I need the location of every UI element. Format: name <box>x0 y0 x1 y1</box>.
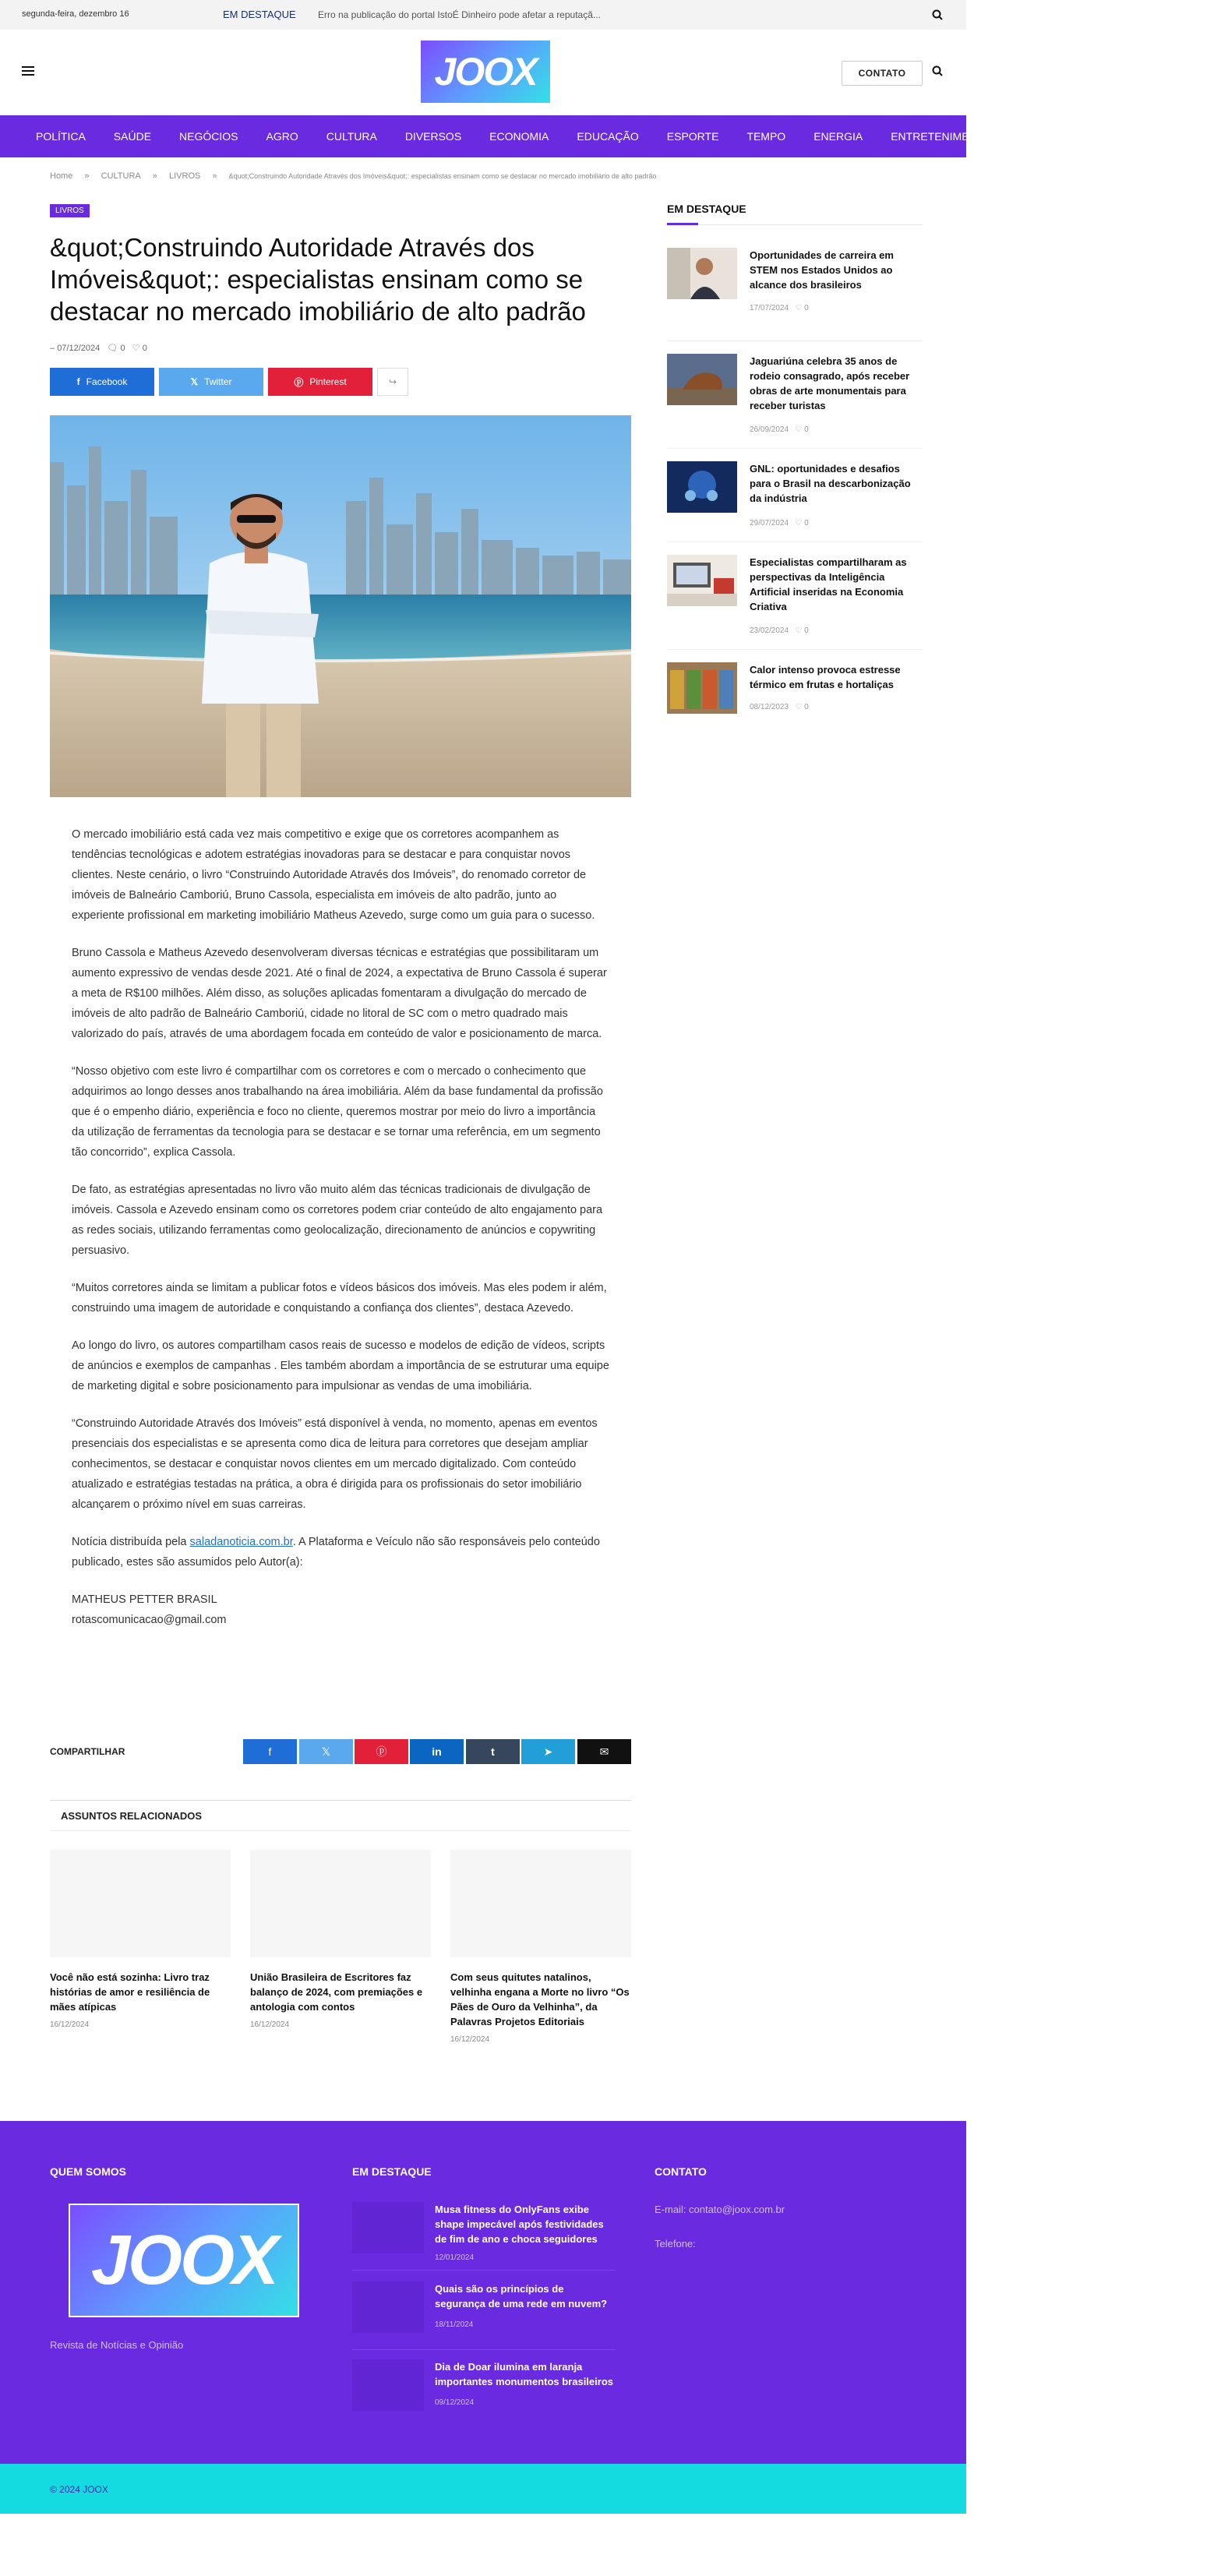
dash: – <box>50 344 58 353</box>
sidebar-item-likes: 0 <box>804 703 809 711</box>
share-pinterest-icon[interactable]: ⓟ <box>355 1739 408 1764</box>
nav-item-saude[interactable]: SAÚDE <box>113 130 152 143</box>
facebook-icon: f <box>76 376 80 387</box>
sidebar-thumbnail[interactable] <box>667 555 737 606</box>
footer-featured-item[interactable] <box>352 2281 616 2350</box>
comment-icon[interactable]: 🗨︎ <box>107 344 118 353</box>
nav-item-esporte[interactable]: ESPORTE <box>666 130 719 143</box>
copyright-text: © 2024 JOOX <box>50 2484 108 2495</box>
share-x-icon[interactable]: 𝕏 <box>299 1739 353 1764</box>
article-title: &quot;Construindo Autoridade Através dos Imóveis&quot;: especialistas ensinam como se destacar no mercado imobiliário de alto padrão <box>50 233 586 326</box>
related-heading: ASSUNTOS RELACIONADOS <box>50 1800 631 1831</box>
nav-item-entretenimento[interactable]: ENTRETENIMENTO <box>891 130 992 143</box>
sidebar-item-title[interactable]: Oportunidades de carreira em STEM nos Estados Unidos ao alcance dos brasileiros <box>750 249 894 291</box>
pinterest-icon: ⓟ <box>294 376 304 388</box>
sidebar-item-meta <box>750 519 809 528</box>
highlight-label: EM DESTAQUE <box>223 9 296 20</box>
share-pinterest-button[interactable] <box>268 368 372 396</box>
footer-featured-title[interactable]: Musa fitness do OnlyFans exibe shape impecável após festividades de fim de ano e choca seguidores <box>435 2204 604 2245</box>
share-label: COMPARTILHAR <box>50 1746 125 1757</box>
nav-item-agro[interactable]: AGRO <box>266 130 298 143</box>
sidebar-thumbnail[interactable] <box>667 461 737 513</box>
related-title[interactable]: Você não está sozinha: Livro traz histórias de amor e resiliência de mães atípicas <box>50 1971 210 2013</box>
breadcrumb-subcategory[interactable]: LIVROS <box>168 171 201 181</box>
share-pinterest-label: Pinterest <box>309 376 347 387</box>
sidebar-item-likes: 0 <box>804 626 809 635</box>
related-date: 16/12/2024 <box>50 2020 90 2029</box>
article-paragraph: “Nosso objetivo com este livro é compartilhar com os corretores e com o mercado o conhecimento que adquirimos ao longo desses anos trabalhando na área imobiliária. Além da base fundamental da profissão que é o empenho diário, experiência e foco no cliente, queremos mostrar por meio do livro a importância da utilização de ferramentas da tecnologia para se destacar e se tornar uma referência, em um segmento tão concorrido”, explica Cassola. <box>72 1065 603 1159</box>
article-paragraph: De fato, as estratégias apresentadas no livro vão muito além das técnicas tradicionais de divulgação de imóveis. Cassola e Azevedo ensinam como os corretores podem criar conteúdo de alto engajamento para as redes sociais, utilizando ferramentas como geolocalização, direcionamento de anúncios e copywriting persuasivo. <box>72 1184 603 1257</box>
top-bar <box>0 0 966 30</box>
sidebar-featured <box>667 203 923 717</box>
footer-logo[interactable]: JOOX <box>69 2204 299 2317</box>
sidebar-item[interactable] <box>667 248 923 341</box>
footer-about-text: Revista de Notícias e Opinião <box>50 2339 184 2351</box>
nav-item-politica[interactable]: POLÍTICA <box>36 130 86 143</box>
share-tumblr-icon[interactable]: t <box>466 1739 520 1764</box>
related-thumbnail[interactable] <box>250 1850 431 1957</box>
related-card[interactable] <box>50 1850 231 2029</box>
related-thumbnail[interactable] <box>50 1850 231 1957</box>
sidebar-item-title[interactable]: Jaguariúna celebra 35 anos de rodeio consagrado, após receber obras de arte monumentais para receber turistas <box>750 355 910 411</box>
breadcrumb-sep: » <box>212 171 217 181</box>
sidebar-item[interactable] <box>667 662 923 726</box>
menu-icon[interactable] <box>22 65 34 76</box>
sidebar-item[interactable] <box>667 354 923 449</box>
article-date: 07/12/2024 <box>57 344 101 353</box>
share-telegram-icon[interactable]: ➤ <box>521 1739 575 1764</box>
article-paragraph: Bruno Cassola e Matheus Azevedo desenvolveram diversas técnicas e estratégias que possibilitaram um aumento expressivo de vendas desde 2021. Até o final de 2024, a expectativa de Bruno Cassola é superar a meta de R$100 milhões. Além disso, as soluções aplicadas fomentaram a divulgação do mercado de imóveis de alto padrão de Balneário Camboriú, cidade no litoral de SC com o metro quadrado mais valorizado do país, através de uma abordagem focada em conteúdo de valor e posicionamento de marca. <box>72 947 607 1040</box>
article-paragraph: “Muitos corretores ainda se limitam a publicar fotos e vídeos básicos dos imóveis. Mas eles podem ir além, construindo uma imagem de autoridade e conquistando a confiança dos clientes”, destaca Azevedo. <box>72 1282 607 1314</box>
header-search-icon[interactable] <box>932 65 943 76</box>
sidebar-item-title[interactable]: Calor intenso provoca estresse térmico em frutas e hortaliças <box>750 664 901 690</box>
distribution-note <box>72 1532 609 1572</box>
article-body <box>72 824 609 1630</box>
footer-thumbnail[interactable] <box>352 2359 424 2411</box>
nav-item-economia[interactable]: ECONOMIA <box>489 130 549 143</box>
like-icon[interactable]: ♡ <box>132 344 140 353</box>
footer-about-heading: QUEM SOMOS <box>50 2165 127 2178</box>
related-title[interactable]: Com seus quitutes natalinos, velhinha engana a Morte no livro “Os Pães de Ouro da Velhinha”, da Palavras Projetos Editoriais <box>450 1971 630 2027</box>
sidebar-thumbnail[interactable] <box>667 354 737 405</box>
comment-count: 0 <box>120 344 125 353</box>
nav-item-educacao[interactable]: EDUCAÇÃO <box>577 130 639 143</box>
sidebar-item-likes: 0 <box>804 519 809 528</box>
nav-item-diversos[interactable]: DIVERSOS <box>404 130 462 143</box>
like-icon: ♡ <box>795 626 803 635</box>
sidebar-item-date: 29/07/2024 <box>750 519 789 528</box>
sidebar-item[interactable] <box>667 555 923 650</box>
sidebar-item-date: 17/07/2024 <box>750 304 789 312</box>
sidebar-item-likes: 0 <box>804 304 809 312</box>
footer-featured-date: 12/01/2024 <box>435 2253 475 2262</box>
sidebar-item-meta <box>750 703 809 711</box>
share-more-icon[interactable]: ↪ <box>377 368 408 396</box>
hero-illustration <box>50 415 631 797</box>
sidebar-item-title[interactable]: GNL: oportunidades e desafios para o Brasil na descarbonização da indústria <box>750 463 911 504</box>
nav-item-cultura[interactable]: CULTURA <box>326 130 377 143</box>
search-icon[interactable] <box>932 9 943 20</box>
sidebar-item-date: 26/09/2024 <box>750 425 789 434</box>
share-twitter-label: Twitter <box>204 376 232 387</box>
footer-featured-title[interactable]: Dia de Doar ilumina em laranja importantes monumentos brasileiros <box>435 2361 613 2387</box>
site-footer <box>0 2121 966 2464</box>
sidebar-item-date: 08/12/2023 <box>750 703 789 711</box>
share-email-icon[interactable]: ✉ <box>577 1739 631 1764</box>
nav-item-negocios[interactable]: NEGÓCIOS <box>179 130 238 143</box>
related-section <box>50 1800 631 2065</box>
sidebar-item-meta <box>750 425 809 434</box>
related-title[interactable]: União Brasileira de Escritores faz balanço de 2024, com premiações e antologia com contos <box>250 1971 423 2013</box>
sidebar-heading: EM DESTAQUE <box>667 203 923 225</box>
ticker-link[interactable]: Erro na publicação do portal IstoÉ Dinheiro pode afetar a reputaçã... <box>318 9 601 20</box>
contact-button[interactable]: CONTATO <box>842 61 923 86</box>
sidebar-item[interactable] <box>667 461 923 542</box>
sidebar-item-title[interactable]: Especialistas compartilharam as perspectivas da Inteligência Artificial inseridas na Economia Criativa <box>750 556 907 612</box>
article-hero-image <box>50 415 631 797</box>
share-facebook-label: Facebook <box>86 376 128 387</box>
footer-featured-date: 09/12/2024 <box>435 2398 475 2407</box>
breadcrumb <box>50 171 665 181</box>
share-facebook-icon[interactable]: f <box>243 1739 297 1764</box>
like-icon: ♡ <box>795 519 803 528</box>
author-email: rotascomunicacao@gmail.com <box>72 1614 227 1626</box>
x-icon: 𝕏 <box>190 376 199 387</box>
footer-phone: Telefone: <box>655 2238 696 2250</box>
like-count: 0 <box>142 344 147 353</box>
breadcrumb-home[interactable]: Home <box>50 171 73 181</box>
breadcrumb-sep: » <box>152 171 157 181</box>
breadcrumb-sep: » <box>84 171 90 181</box>
sidebar-item-meta <box>750 304 809 312</box>
sidebar-item-date: 23/02/2024 <box>750 626 789 635</box>
footer-featured-date: 18/11/2024 <box>435 2320 474 2329</box>
footer-thumbnail[interactable] <box>352 2202 424 2253</box>
footer-featured-title[interactable]: Quais são os princípios de segurança de uma rede em nuvem? <box>435 2283 608 2310</box>
category-tag[interactable]: LIVROS <box>50 204 90 217</box>
related-card[interactable] <box>450 1850 631 2044</box>
sidebar-thumbnail[interactable] <box>667 248 737 299</box>
footer-featured-heading: EM DESTAQUE <box>352 2165 432 2178</box>
footer-featured-item[interactable] <box>352 2202 616 2271</box>
share-linkedin-icon[interactable]: in <box>410 1739 464 1764</box>
source-link[interactable]: saladanoticia.com.br <box>189 1536 293 1548</box>
sidebar-item-likes: 0 <box>804 425 809 434</box>
like-icon: ♡ <box>795 703 803 711</box>
related-card[interactable] <box>250 1850 431 2029</box>
article-paragraph: Ao longo do livro, os autores compartilham casos reais de sucesso e modelos de edição de vídeos, scripts de anúncios e exemplos de campanhas . Eles também abordam a importância de se estruturar uma equipe de marketing digital e sobre posicionamento para impulsionar as vendas de uma imobiliária. <box>72 1339 609 1392</box>
breadcrumb-category[interactable]: CULTURA <box>101 171 141 181</box>
like-icon: ♡ <box>795 304 803 312</box>
note-prefix: Notícia distribuída pela <box>72 1536 190 1548</box>
note-suffix: . A Plataforma e Veículo não são responsáveis pelo conteúdo publicado, estes são assumidos pelo Autor(a): <box>72 1536 600 1569</box>
footer-featured-item[interactable] <box>352 2359 616 2422</box>
related-date: 16/12/2024 <box>450 2035 490 2044</box>
author-name: MATHEUS PETTER BRASIL <box>72 1593 217 1606</box>
article-paragraph: O mercado imobiliário está cada vez mais competitivo e exige que os corretores acompanhem as tendências tecnológicas e adotem estratégias inovadoras para se destacar e para conquistar novos clientes. Neste cenário, o livro “Construindo Autoridade Através dos Imóveis”, do renomado corretor de imóveis de Balneário Camboriú, Bruno Cassola, especialista em imóveis de alto padrão, junto ao experiente profissional em marketing imobiliário Matheus Azevedo, surge como um guia para o sucesso. <box>72 828 595 922</box>
share-twitter-button[interactable] <box>159 368 263 396</box>
related-thumbnail[interactable] <box>450 1850 631 1957</box>
related-date: 16/12/2024 <box>250 2020 290 2029</box>
sidebar-thumbnail[interactable] <box>667 662 737 714</box>
bottom-share-bar <box>50 1739 631 1764</box>
main-nav <box>0 115 992 157</box>
sidebar-item-meta <box>750 626 809 635</box>
breadcrumb-current: &quot;Construindo Autoridade Através dos Imóveis&quot;: especialistas ensinam como se destacar no mercado imobiliário de alto padrão <box>228 172 657 180</box>
site-logo[interactable]: JOOX <box>421 41 550 103</box>
article-meta <box>50 343 147 353</box>
nav-item-tempo[interactable]: TEMPO <box>746 130 786 143</box>
article-paragraph: “Construindo Autoridade Através dos Imóveis” está disponível à venda, no momento, apenas em eventos presenciais dos especialistas e se apresenta como dica de leitura para corretores que desejam ampliar conhecimentos, se destacar e conquistar novos clientes em um mercado digitalizado. Com conteúdo atualizado e estratégias testadas na prática, a obra é dirigida para os profissionais do setor imobiliário alcançarem o próximo nível em suas carreiras. <box>72 1417 598 1511</box>
footer-email[interactable]: E-mail: contato@joox.com.br <box>655 2204 785 2215</box>
footer-thumbnail[interactable] <box>352 2281 424 2333</box>
nav-item-energia[interactable]: ENERGIA <box>813 130 863 143</box>
like-icon: ♡ <box>795 425 803 434</box>
footer-contact-heading: CONTATO <box>655 2165 707 2178</box>
copyright-bar <box>0 2464 966 2514</box>
current-date: segunda-feira, dezembro 16 <box>22 9 129 19</box>
share-facebook-button[interactable] <box>50 368 154 396</box>
